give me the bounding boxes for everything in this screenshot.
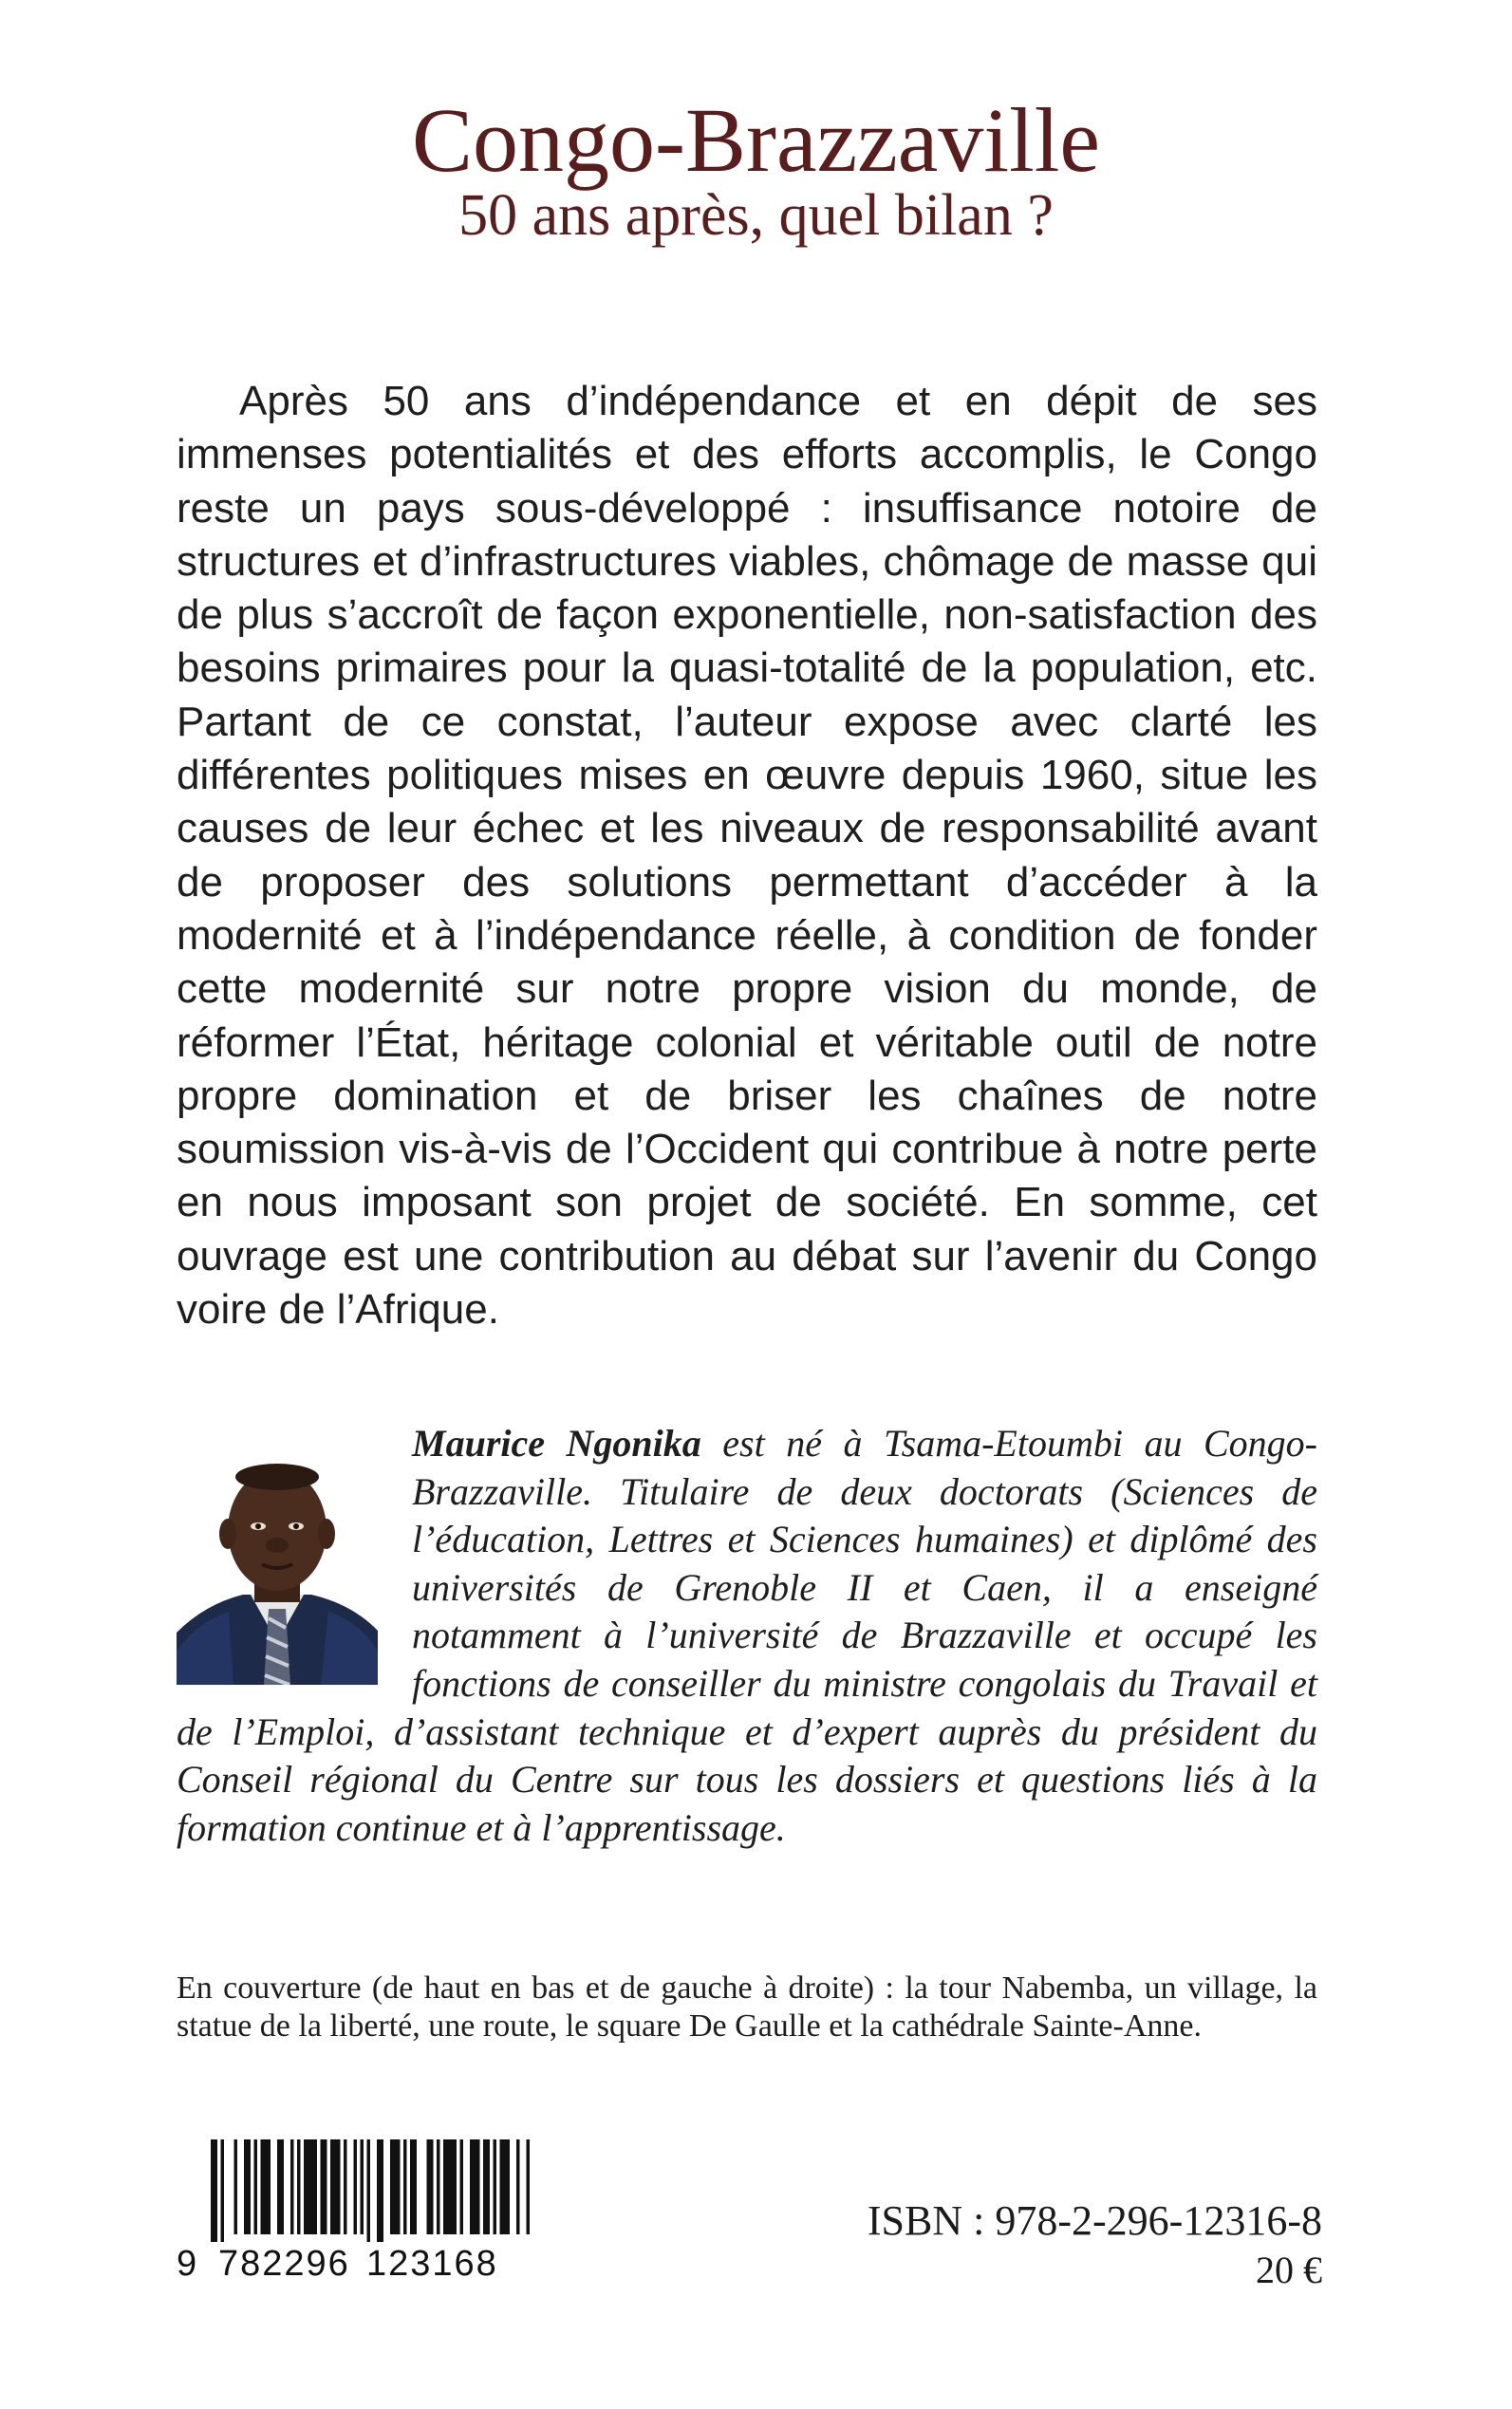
barcode-bar (527, 2139, 531, 2234)
barcode-bar (244, 2139, 251, 2234)
barcode (211, 2139, 530, 2242)
book-title: Congo-Brazzaville (411, 89, 1101, 191)
book-subtitle: 50 ans après, quel bilan ? (458, 183, 1054, 248)
photo-spacer (177, 1420, 412, 1705)
barcode-bar (367, 2139, 371, 2242)
barcode-bar (277, 2139, 284, 2234)
barcode-bar (354, 2139, 358, 2234)
barcode-bar (443, 2139, 457, 2234)
author-name: Maurice Ngonika (412, 1422, 701, 1465)
barcode-first-digit: 9 (177, 2244, 198, 2284)
barcode-bar (330, 2139, 341, 2234)
barcode-bar (494, 2139, 497, 2234)
barcode-bar (483, 2139, 490, 2234)
barcode-bar (516, 2139, 520, 2234)
barcode-bar (460, 2139, 464, 2234)
barcode-bar (234, 2139, 238, 2234)
author-biography (177, 1420, 1317, 1852)
barcode-bar (410, 2139, 417, 2234)
isbn-number: ISBN : 978-2-296-12316-8 (867, 2197, 1322, 2244)
barcode-bar (377, 2139, 383, 2242)
barcode-bar (344, 2139, 347, 2234)
barcode-bar (390, 2139, 401, 2234)
barcode-bar (403, 2139, 407, 2234)
author-bio-text: est né à Tsama-Etoumbi au Congo-Brazzaville. Titulaire de deux doctorats (Sciences de l’éducation, Lettres et Sciences humaines) et diplômé des universités de Grenoble II et Caen, il a enseigné notamment à l’université de Brazzaville et occupé les fonctions de conseiller du ministre congolais du Travail et de l’Emploi, d’assistant technique et d’expert auprès du président du Conseil régional du Centre sur tous les dossiers et questions liés à la formation continue et à l’apprentissage. (177, 1422, 1317, 1849)
barcode-bar (297, 2139, 301, 2234)
barcode-bar (290, 2139, 294, 2234)
barcode-bar (221, 2139, 225, 2242)
barcode-digit-group-right: 123168 (366, 2244, 498, 2284)
cover-credits: En couverture (de haut en bas et de gauche à droite) : la tour Nabemba, un village, la statue de la liberté, une route, le square De Gaulle et la cathédrale Sainte-Anne. (177, 1970, 1317, 2044)
price-label: 20 € (1256, 2249, 1322, 2291)
back-cover-blurb: Après 50 ans d’indépendance et en dépit de ses immenses potentialités et des efforts accomplis, le Congo reste un pays sous-développé : insuffisance notoire de structures et d’infrastructures viables, chômage de masse qui de plus s’accroît de façon exponentielle, non-satisfaction des besoins primaires pour la quasi-totalité de la population, etc. Partant de ce constat, l’auteur expose avec clarté les différentes politiques mises en œuvre depuis 1960, situe les causes de leur échec et les niveaux de responsabilité avant de proposer des solutions permettant d’accéder à la modernité et à l’indépendance réelle, à condition de fonder cette modernité sur notre propre vision du monde, de réformer l’État, héritage colonial et véritable outil de notre propre domination et de briser les chaînes de notre soumission vis-à-vis de l’Occident qui contribue à notre perte en nous imposant son projet de société. En somme, cet ouvrage est une contribution au débat sur l’avenir du Congo voire de l’Afrique. (177, 378, 1317, 1334)
barcode-bars (211, 2139, 530, 2242)
barcode-bar (470, 2139, 480, 2234)
barcode-bar (254, 2139, 258, 2234)
barcode-bar (437, 2139, 440, 2234)
barcode-bar (211, 2139, 217, 2242)
barcode-bar (427, 2139, 434, 2234)
barcode-bar (261, 2139, 271, 2234)
barcode-bar (304, 2139, 317, 2234)
barcode-digit-group-left: 782296 (218, 2244, 350, 2284)
barcode-bar (321, 2139, 327, 2234)
barcode-bar (361, 2139, 364, 2234)
barcode-bar (500, 2139, 511, 2234)
